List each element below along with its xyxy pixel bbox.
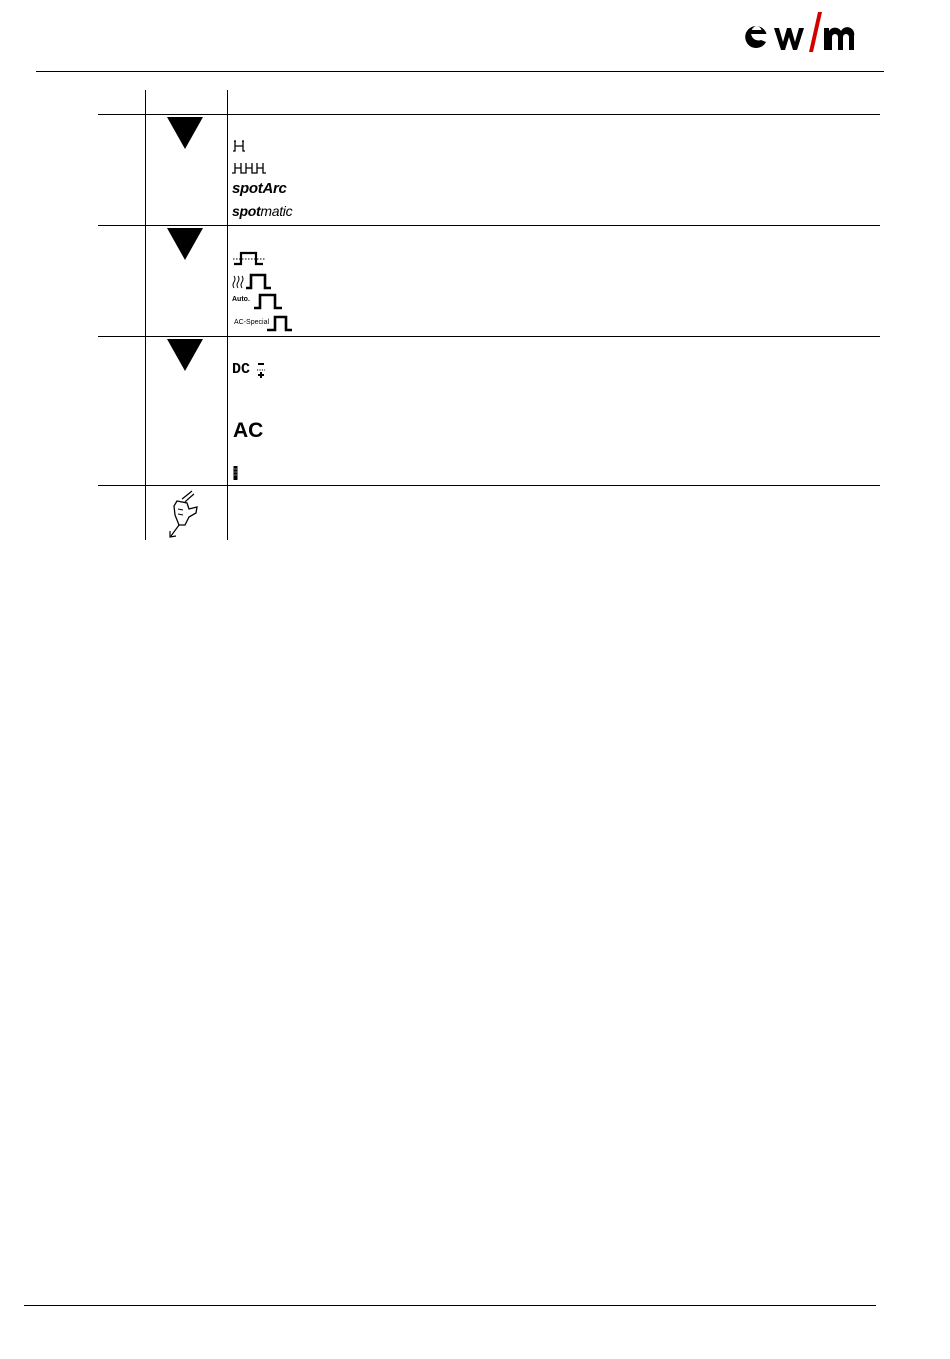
table-row-divider: [98, 225, 880, 226]
table-row-divider: [98, 485, 880, 486]
pulse-auto-label: Auto.: [232, 296, 250, 303]
spotmatic-label: [232, 203, 292, 219]
pulse-wave-icon: [266, 313, 296, 333]
spot-single-pulse-icon: [232, 138, 248, 152]
pulse-wave-icon: [252, 292, 286, 310]
polarity-minus-plus-icon: [256, 361, 266, 379]
dc-label: DC: [232, 361, 251, 378]
pulse-auto-icon: [232, 292, 292, 312]
pulse-thermal-icon: [232, 272, 274, 290]
spotmatic-label-suffix: matic: [260, 203, 293, 219]
triangle-down-icon: [167, 117, 203, 149]
ac-label: AC: [233, 419, 264, 442]
pulse-ac-special-label: AC-Special: [234, 319, 270, 326]
small-indicator-icon: [232, 464, 240, 482]
table-column-divider: [145, 90, 146, 540]
dc-polarity-icon: [232, 359, 272, 381]
table-column-divider: [227, 90, 228, 540]
spot-interval-pulse-icon: [232, 160, 268, 174]
table-row-divider: [98, 336, 880, 337]
torch-hand-icon: [165, 489, 203, 539]
table-header-rule: [98, 114, 880, 115]
symbol-table: [0, 0, 950, 560]
pulse-dotted-icon: [232, 250, 266, 266]
footer-rule: [24, 1305, 876, 1306]
pulse-ac-special-icon: [232, 313, 302, 333]
triangle-down-icon: [167, 339, 203, 371]
spotarc-label: spotArc: [232, 180, 287, 197]
spotmatic-label-prefix: spot: [232, 203, 261, 219]
triangle-down-icon: [167, 228, 203, 260]
